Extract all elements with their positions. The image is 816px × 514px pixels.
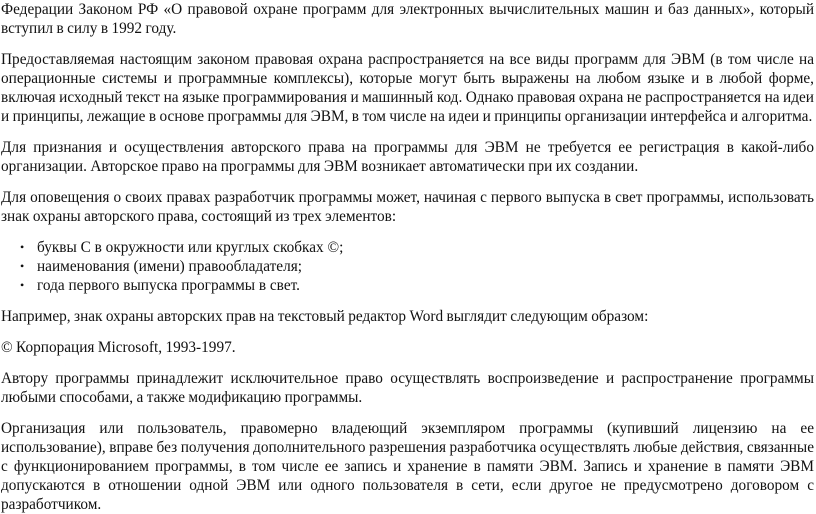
list-item-text: наименования (имени) правообладателя; <box>37 258 302 275</box>
bullet-icon: • <box>20 240 25 254</box>
scope-paragraph: Предоставляемая настоящим законом правовая охрана распространяется на все виды программ для ЭВМ (в том числе на операционные системы и программные комплексы), которые могут быть выражены на любом языке и в любой форме, включая исходный текст на языке программирования и машинный код. Однако правовая охрана не распространяется на идеи и принципы, лежащие в основе программы для ЭВМ, в том числе на идеи и принципы организации интерфейса и алгоритма. <box>1 51 814 125</box>
exclusive-right-paragraph: Автору программы принадлежит исключительное право осуществлять воспроизведение и распространение программы любыми способами, а также модификацию программы. <box>1 370 814 406</box>
example-copyright-line: © Корпорация Microsoft, 1993-1997. <box>1 339 236 356</box>
copyright-elements-list <box>1 238 814 295</box>
list-item-text: года первого выпуска программы в свет. <box>37 277 300 294</box>
copyright-sign-paragraph: Для оповещения о своих правах разработчик программы может, начиная с первого выпуска в свет программы, использовать знак охраны авторского права, состоящий из трех элементов: <box>1 189 814 225</box>
example-paragraph: Например, знак охраны авторских прав на текстовый редактор Word выглядит следующим образом: <box>1 308 649 325</box>
bullet-icon: • <box>20 278 25 292</box>
list-item <box>20 238 814 257</box>
registration-paragraph: Для признания и осуществления авторского права на программы для ЭВМ не требуется ее регистрация в какой-либо организации. Авторское право на программы для ЭВМ возникает автоматически при их создании. <box>1 139 814 175</box>
list-item <box>20 276 814 295</box>
bullet-icon: • <box>20 259 25 273</box>
list-item <box>20 257 814 276</box>
licensee-rights-paragraph: Организация или пользователь, правомерно владеющий экземпляром программы (купивший лицензию на ее использование), вправе без получения дополнительного разрешения разработчика осуществлять любые действия, связанные с функционированием программы, в том числе ее запись и хранение в памяти ЭВМ. Запись и хранение в памяти ЭВМ допускаются в отношении одной ЭВМ или одного пользователя в сети, если другое не предусмотрено договором с разработчиком. <box>1 420 814 513</box>
list-item-text: буквы С в окружности или круглых скобках ©; <box>37 239 344 256</box>
intro-paragraph: Федерации Законом РФ «О правовой охране программ для электронных вычислительных машин и баз данных», который вступил в силу в 1992 году. <box>1 1 814 37</box>
